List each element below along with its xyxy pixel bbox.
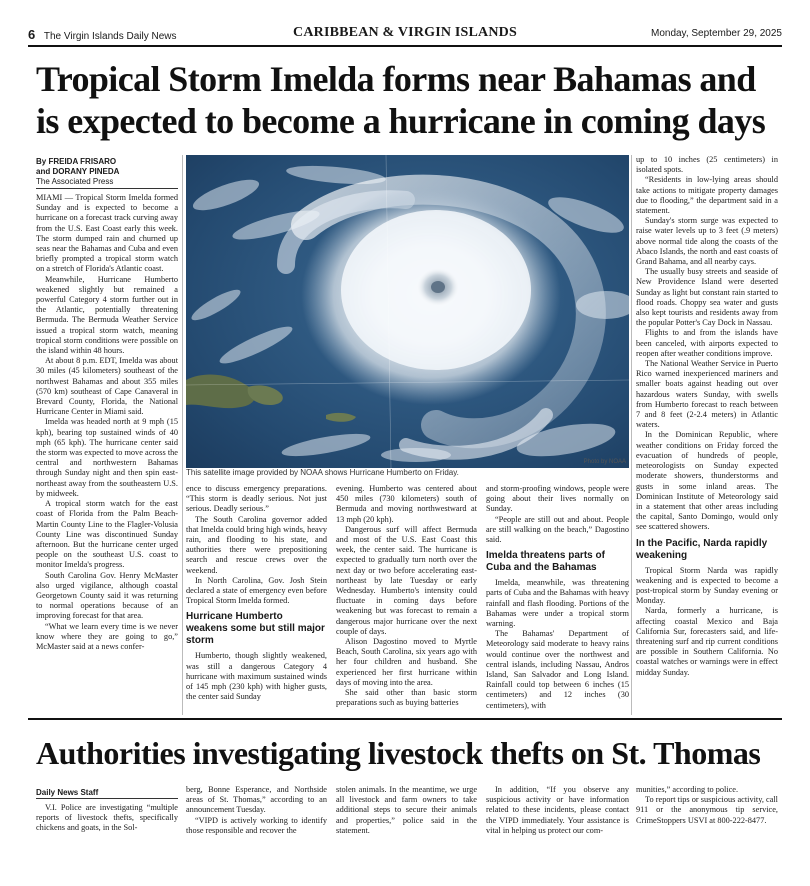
paragraph: stolen animals. In the meantime, we urge all livestock and farm owners to take additional steps to secure their animals and properties,” police said in the statement. xyxy=(336,785,477,835)
paragraph: V.I. Police are investigating “multiple reports of livestock thefts, specifically chickens and goats, in the Sol- xyxy=(36,803,178,833)
paragraph: “What we learn every time is we never know where they are going to go,” McMaster said at a news confer- xyxy=(36,621,178,651)
subhead-humberto: Hurricane Humberto weakens some but still major storm xyxy=(186,611,325,647)
paragraph: ence to discuss emergency preparations. “This storm is deadly serious. Not just serious. Deadly serious.” xyxy=(186,484,327,514)
story-column-1 xyxy=(36,193,178,713)
story2-column-2 xyxy=(186,785,327,883)
paragraph: Narda, formerly a hurricane, is affecting coastal Mexico and Baja California Sur, forecasters said, and life-threatening surf and rip current conditions are possible in Southern California. No coastal watches or warnings were in effect midday Sunday. xyxy=(636,606,778,677)
byline-author-2: and DORANY PINEDA xyxy=(36,167,120,176)
photo-credit: Photo by NOAA xyxy=(583,459,626,465)
byline-rule xyxy=(36,798,178,799)
paragraph: Imelda was headed north at 9 mph (15 kph), bearing top sustained winds of 40 mph (65 kph). The hurricane center said the storm was expected to move across the central and northwestern Bahamas through Sunday night and then spin east-northeast away from the southeastern U.S. by midweek. xyxy=(36,417,178,498)
story2-headline: Authorities investigating livestock thefts on St. Thomas xyxy=(36,735,761,771)
paragraph: Dangerous surf will affect Bermuda and most of the U.S. East Coast this week, the center said. The hurricane is expected to gradually turn north over the next day or two before accelerating east-northeast by late Tuesday or early Wednesday. Humberto's intensity could fluctuate in coming days before weakening but was forecast to remain a dangerous major hurricane over the next couple of days. xyxy=(336,524,477,636)
paragraph: “People are still out and about. People are still walking on the beach,” Dagostino said. xyxy=(486,514,629,545)
story-column-4 xyxy=(486,484,629,716)
paragraph: At about 8 p.m. EDT, Imelda was about 30 miles (45 kilometers) southeast of the northwest Bahamas and about 355 miles (570 km) southeast of Cape Canaveral in Brevard County, Florida, the National Hurricane Center in Miami said. xyxy=(36,356,178,417)
paragraph: evening. Humberto was centered about 450 miles (730 kilometers) south of Bermuda and moving northwestward at 13 mph (20 kph). xyxy=(336,484,477,524)
paragraph: To report tips or suspicious activity, call 911 or the anonymous tip service, CrimeStoppers USVI at 800-222-8477. xyxy=(636,795,778,825)
byline-rule xyxy=(36,188,178,189)
subhead-narda: In the Pacific, Narda rapidly weakening xyxy=(636,537,768,561)
paragraph: A tropical storm watch for the east coast of Florida from the Palm Beach-Martin County Line to the Flagler-Volusia County Line was discontinued Sunday afternoon. But the hurricane center urged people on the southeast U.S. coast to monitor Imelda's progress. xyxy=(36,499,178,570)
paragraph: The South Carolina governor added that Imelda could bring high winds, heavy rain, and flooding to his state, and authorities there were prepositioning search and rescue crews over the weekend. xyxy=(186,514,327,575)
story2-byline: Daily News Staff xyxy=(36,788,99,797)
story-column-3 xyxy=(336,484,477,716)
satellite-photo xyxy=(186,155,629,468)
paragraph: The National Weather Service in Puerto Rico warned inexperienced mariners and smaller boats against heading out over hazardous waters Sunday, with swells from Humberto forecast to reach between 7 and 8 feet (2-2.4 meters) in Atlantic waters. xyxy=(636,359,778,430)
story2-column-5 xyxy=(636,785,778,883)
story-divider xyxy=(28,718,782,720)
byline-author-1: By FREIDA FRISARO xyxy=(36,157,117,166)
paragraph: Humberto, though slightly weakened, was still a dangerous Category 4 hurricane with maximum sustained winds of 145 mph (230 kph) with higher gusts, the center said Sunday xyxy=(186,651,327,702)
byline-agency: The Associated Press xyxy=(36,177,114,186)
paragraph: berg, Bonne Esperance, and Northside areas of St. Thomas,” according to an announcement Tuesday. xyxy=(186,785,327,815)
story-column-5 xyxy=(636,155,778,716)
paragraph: “Residents in low-lying areas should take actions to mitigate property damages due to flooding,” the department said in a statement. xyxy=(636,175,778,216)
paragraph: She said other than basic storm preparations such as buying batteries xyxy=(336,688,477,708)
paragraph: MIAMI — Tropical Storm Imelda formed Sunday and is expected to become a hurricane on a forecast track curving away from the U.S. East Coast early this week. The storm dumped rain and churned up seas near the Bahamas and Cuba and even briefly prompted a tropical storm watch on a stretch of Florida's Atlantic coast. xyxy=(36,193,178,274)
issue-date: Monday, September 29, 2025 xyxy=(650,28,782,39)
paragraph: In North Carolina, Gov. Josh Stein declared a state of emergency even before Tropical Storm Imelda formed. xyxy=(186,575,327,606)
paragraph: and storm-proofing windows, people were going about their lives normally on Sunday. xyxy=(486,484,629,514)
paragraph: Meanwhile, Hurricane Humberto weakened slightly but remained a powerful Category 4 storm further out in the Atlantic, potentially threatening Bermuda. The Bermuda Weather Service issued a tropical storm watch, meaning tropical storm conditions were possible on the island within 48 hours. xyxy=(36,274,178,356)
paragraph: Alison Dagostino moved to Myrtle Beach, South Carolina, six years ago with her four children and husband. She experienced her first hurricane within days of moving into the area. xyxy=(336,637,477,687)
paragraph: up to 10 inches (25 centimeters) in isolated spots. xyxy=(636,155,778,175)
section-title: CARIBBEAN & VIRGIN ISLANDS xyxy=(293,25,517,40)
column-divider xyxy=(182,155,183,715)
paper-name: The Virgin Islands Daily News xyxy=(43,31,177,42)
story-column-2 xyxy=(186,484,327,716)
story2-column-1 xyxy=(36,803,178,883)
hurricane-satellite-image xyxy=(186,155,629,468)
paragraph: South Carolina Gov. Henry McMaster also urged vigilance, although coastal Georgetown County said it was returning to normal operations because of an improving forecast for that area. xyxy=(36,570,178,621)
story2-column-4 xyxy=(486,785,629,883)
paragraph: Flights to and from the islands have been canceled, with airports expected to reopen after weather conditions improve. xyxy=(636,328,778,358)
paragraph: “VIPD is actively working to identify those responsible and recover the xyxy=(186,815,327,835)
paragraph: Sunday's storm surge was expected to raise water levels up to 3 feet (.9 meters) above normal tide along the coasts of the Abaco Islands, the north and east coasts of Grand Bahama, and all nearby cays. xyxy=(636,216,778,267)
column-divider xyxy=(631,155,632,715)
photo-caption: This satellite image provided by NOAA shows Hurricane Humberto on Friday. xyxy=(186,468,459,477)
paragraph: munities,” according to police. xyxy=(636,785,739,794)
subhead-imelda: Imelda threatens parts of Cuba and the Bahamas xyxy=(486,550,605,574)
story2-column-3 xyxy=(336,785,477,883)
paragraph: In addition, “If you observe any suspicious activity or have information related to these incidents, please contact the VIPD immediately. Your assistance is vital in helping us protect our com- xyxy=(486,785,629,835)
paragraph: The Bahamas' Department of Meteorology said moderate to heavy rains would continue over the northwest and central islands, including Nassau, Andros Island, San Salvador and Long Island. Rainfall could top between 6 inches (15 centimeters) and 12 inches (30 centimeters), with xyxy=(486,629,629,710)
byline xyxy=(36,157,178,187)
paragraph: In the Dominican Republic, where weather conditions on Friday forced the evacuation of hundreds of people, meteorologists on Sunday expected moderate showers, thunderstorms and gusts in some inland areas. The Dominican Institute of Meteorology said in a statement that other areas including the capital, Santo Domingo, would only see scattered showers. xyxy=(636,430,778,532)
page-number: 6 xyxy=(28,27,36,42)
paragraph: Imelda, meanwhile, was threatening parts of Cuba and the Bahamas with heavy rainfall and flash flooding. Portions of the Bahamas were under a tropical storm warning. xyxy=(486,578,629,629)
masthead-rule xyxy=(28,45,782,47)
paragraph: Tropical Storm Narda was rapidly weakening and is expected to become a post-tropical storm by Sunday evening or Monday. xyxy=(636,565,778,606)
paragraph: The usually busy streets and seaside of New Providence Island were deserted Sunday as light but constant rain started to flood roads. Choppy sea water and gusts also kept tourists and residents away from the popular Potter's Cay Dock in Nassau. xyxy=(636,267,778,328)
story-headline: Tropical Storm Imelda forms near Bahamas and is expected to become a hurricane in coming days xyxy=(36,59,766,141)
